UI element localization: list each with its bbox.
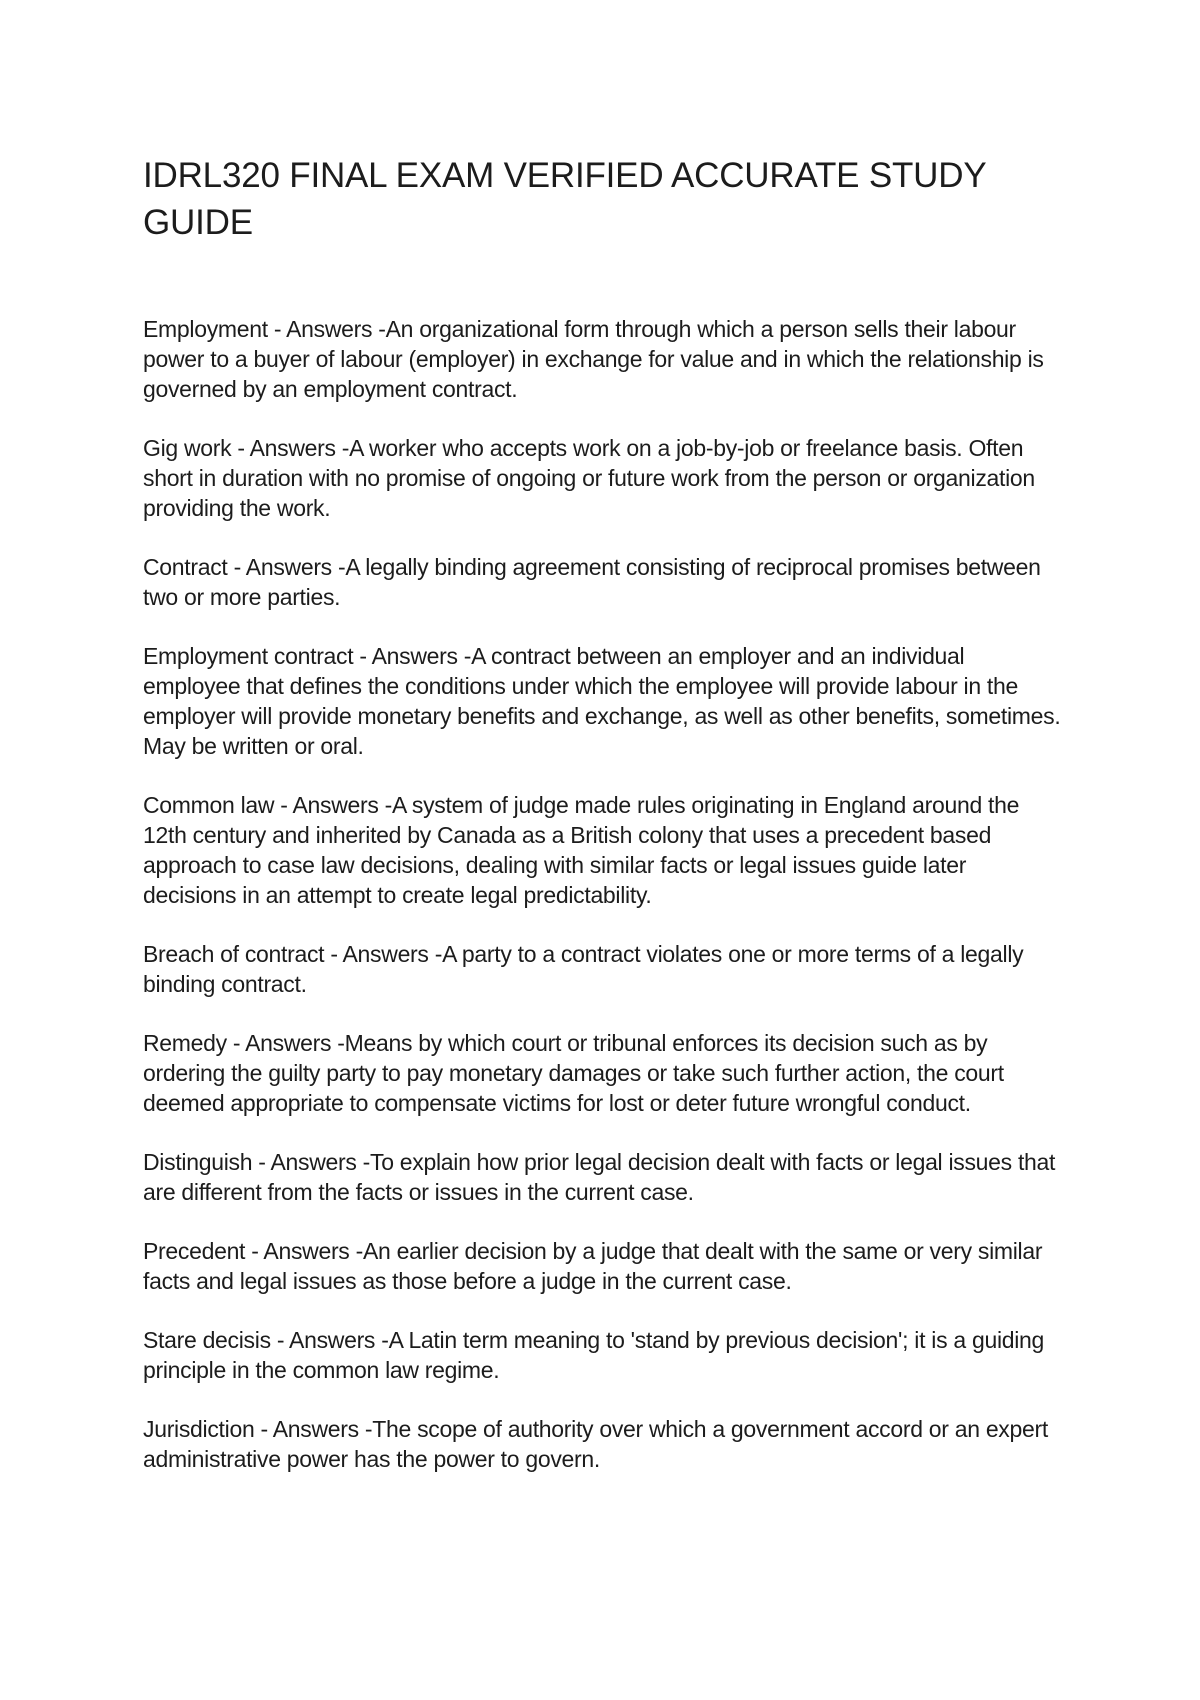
glossary-entry-employment: Employment - Answers -An organizational form through which a person sells their labour power to a buyer of labour (employer) in exchange for value and in which the relationship is governed by an employment contract. — [143, 316, 1044, 402]
glossary-entry-contract: Contract - Answers -A legally binding agreement consisting of reciprocal promises between two or more parties. — [143, 554, 1041, 610]
document-title: IDRL320 FINAL EXAM VERIFIED ACCURATE STUDY GUIDE — [143, 156, 986, 242]
glossary-entry-precedent: Precedent - Answers -An earlier decision by a judge that dealt with the same or very similar facts and legal issues as those before a judge in the current case. — [143, 1238, 1043, 1294]
glossary-entry-gig-work: Gig work - Answers -A worker who accepts work on a job-by-job or freelance basis. Often short in duration with no promise of ongoing or future work from the person or organization providing the work. — [143, 435, 1035, 521]
document-content — [143, 152, 1063, 1503]
glossary-entry-common-law: Common law - Answers -A system of judge made rules originating in England around the 12th century and inherited by Canada as a British colony that uses a precedent based approach to case law decisions, dealing with similar facts or legal issues guide later decisions in an attempt to create legal predictability. — [143, 792, 1020, 908]
glossary-list — [143, 314, 1063, 1474]
glossary-entry-employment-contract: Employment contract - Answers -A contract between an employer and an individual employee that defines the conditions under which the employee will provide labour in the employer will provide monetary benefits and exchange, as well as other benefits, sometimes. May be written or oral. — [143, 643, 1061, 759]
glossary-entry-distinguish: Distinguish - Answers -To explain how prior legal decision dealt with facts or legal issues that are different from the facts or issues in the current case. — [143, 1149, 1056, 1205]
glossary-entry-jurisdiction: Jurisdiction - Answers -The scope of authority over which a government accord or an expert administrative power has the power to govern. — [143, 1416, 1048, 1472]
glossary-entry-stare-decisis: Stare decisis - Answers -A Latin term meaning to 'stand by previous decision'; it is a guiding principle in the common law regime. — [143, 1327, 1045, 1383]
glossary-entry-remedy: Remedy - Answers -Means by which court or tribunal enforces its decision such as by ordering the guilty party to pay monetary damages or take such further action, the court deemed appropriate to compensate victims for lost or deter future wrongful conduct. — [143, 1030, 1004, 1116]
glossary-entry-breach-of-contract: Breach of contract - Answers -A party to a contract violates one or more terms of a legally binding contract. — [143, 941, 1024, 997]
